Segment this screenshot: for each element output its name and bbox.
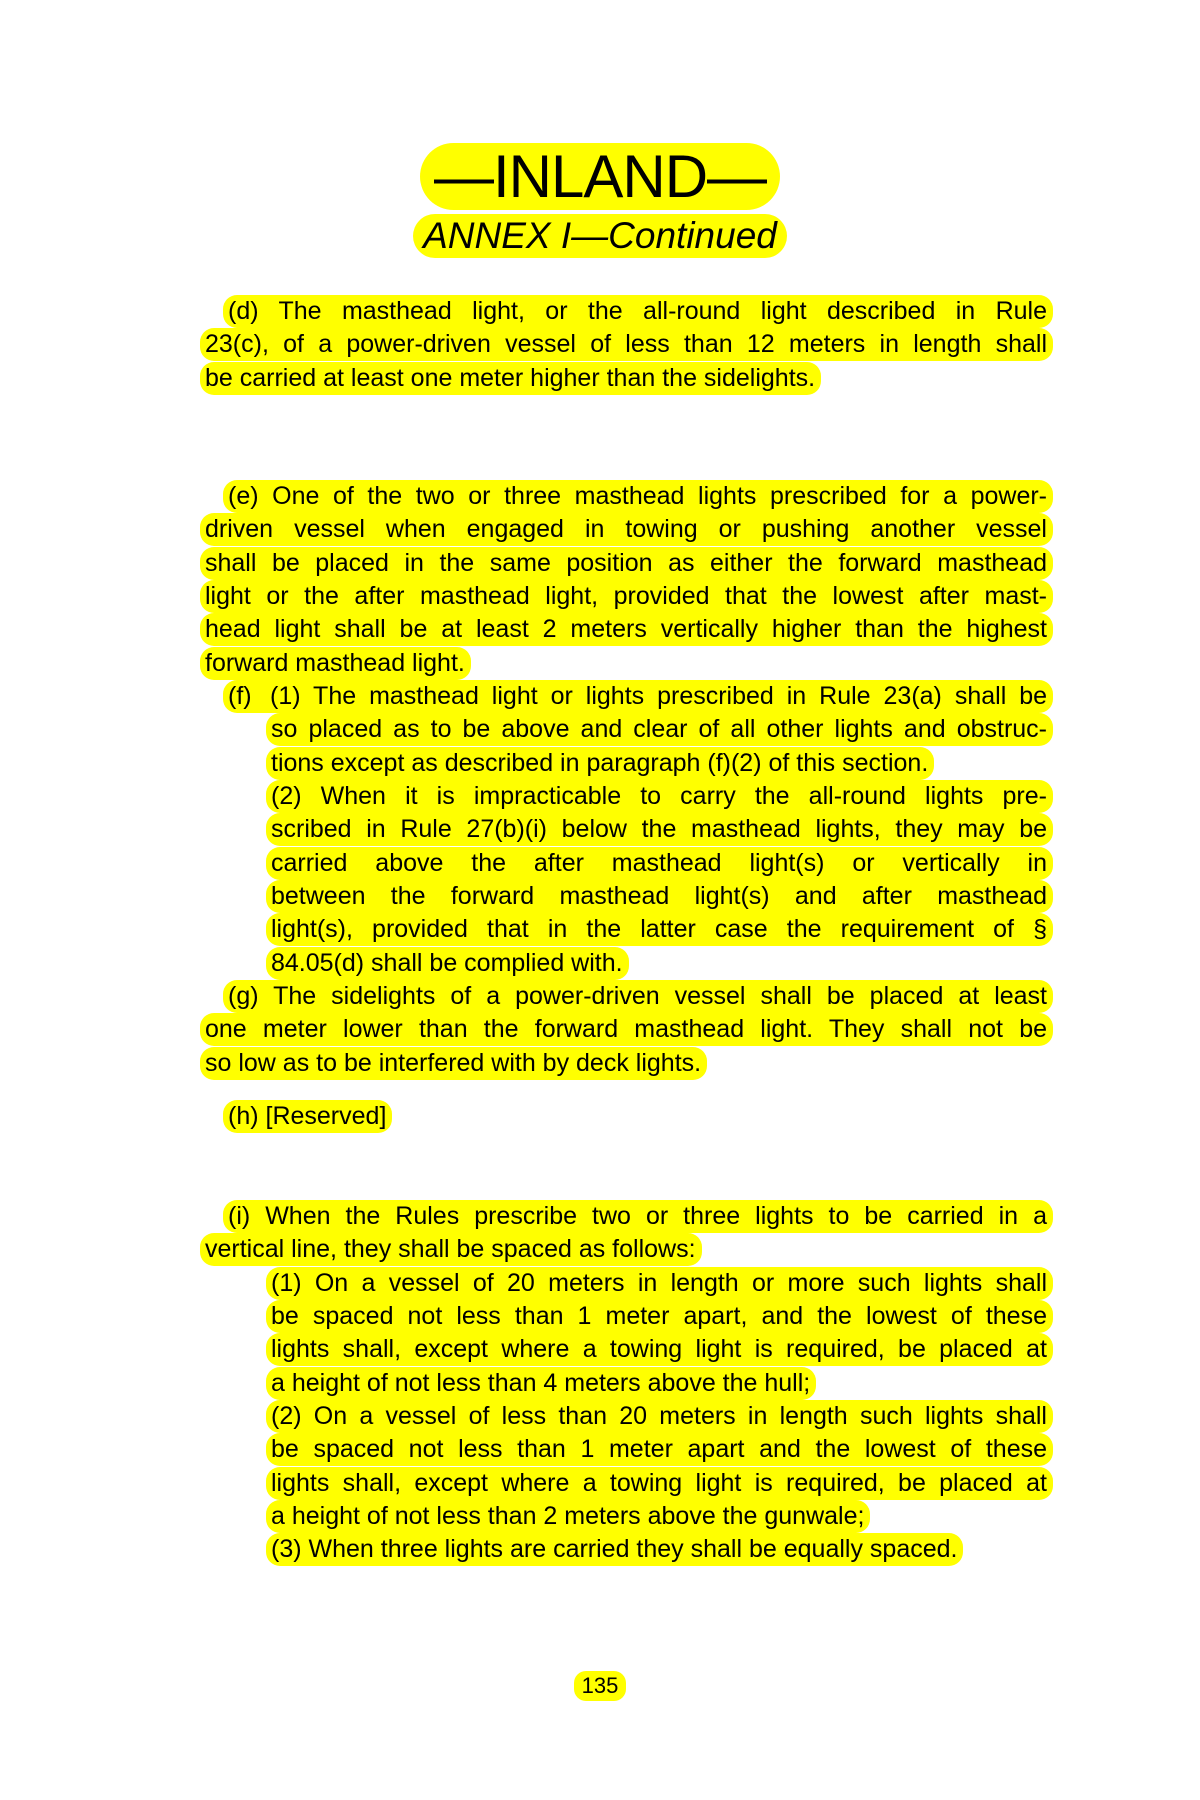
page-footer [0, 1671, 1200, 1701]
text-line: tions except as described in paragraph (f)(2) of this section. [266, 747, 934, 780]
page-subtitle [0, 214, 1200, 258]
paragraph-f [200, 680, 1053, 980]
text-line: lights shall, except where a towing light is required, be placed at [266, 1333, 1053, 1366]
text-line: (e) One of the two or three masthead lights prescribed for a power- [223, 480, 1053, 513]
subtitle-annex: ANNEX I—Continued [413, 214, 787, 258]
paragraph-i [200, 1200, 1053, 1567]
text-line: light(s), provided that in the latter case the requirement of § [266, 913, 1053, 946]
text-line: 23(c), of a power-driven vessel of less than 12 meters in length shall [200, 328, 1053, 361]
text-line: one meter lower than the forward masthead light. They shall not be [200, 1013, 1053, 1046]
text-line: between the forward masthead light(s) and after masthead [266, 880, 1053, 913]
paragraph-e [200, 480, 1053, 680]
text-line: (3) When three lights are carried they shall be equally spaced. [266, 1533, 963, 1566]
text-line: so placed as to be above and clear of all other lights and obstruc- [266, 713, 1053, 746]
text-line-content: (1) The masthead light or lights prescribed in Rule 23(a) shall be [270, 682, 1047, 710]
text-line: head light shall be at least 2 meters vertically higher than the highest [200, 613, 1053, 646]
page-number: 135 [574, 1671, 627, 1701]
paragraph-d [200, 295, 1053, 395]
text-line: (h) [Reserved] [223, 1100, 392, 1133]
title-inland: —INLAND— [420, 143, 780, 210]
text-line: (2) When it is impracticable to carry the all-round lights pre- [266, 780, 1053, 813]
page-title [0, 143, 1200, 210]
text-line: vertical line, they shall be spaced as follows: [200, 1233, 702, 1266]
paragraph-g [200, 980, 1053, 1080]
text-line: be carried at least one meter higher than the sidelights. [200, 362, 821, 395]
text-line: light or the after masthead light, provided that the lowest after mast- [200, 580, 1053, 613]
text-line: (2) On a vessel of less than 20 meters in length such lights shall [266, 1400, 1053, 1433]
text-line: 84.05(d) shall be complied with. [266, 947, 629, 980]
text-line: a height of not less than 2 meters above the gunwale; [266, 1500, 870, 1533]
text-line: (d) The masthead light, or the all-round light described in Rule [223, 295, 1053, 328]
text-line: shall be placed in the same position as either the forward masthead [200, 547, 1053, 580]
text-line [223, 680, 1053, 713]
text-line: a height of not less than 4 meters above the hull; [266, 1367, 816, 1400]
paragraph-label-f: (f) [228, 682, 252, 710]
text-line: scribed in Rule 27(b)(i) below the masthead lights, they may be [266, 813, 1053, 846]
text-line: (1) On a vessel of 20 meters in length or more such lights shall [266, 1267, 1053, 1300]
text-line: forward masthead light. [200, 647, 471, 680]
text-line: (i) When the Rules prescribe two or three lights to be carried in a [223, 1200, 1053, 1233]
text-line: so low as to be interfered with by deck lights. [200, 1047, 707, 1080]
text-line: carried above the after masthead light(s) or vertically in [266, 847, 1053, 880]
text-line: be spaced not less than 1 meter apart, and the lowest of these [266, 1300, 1053, 1333]
paragraph-h [200, 1100, 1053, 1133]
text-line: driven vessel when engaged in towing or pushing another vessel [200, 513, 1053, 546]
text-line: be spaced not less than 1 meter apart and the lowest of these [266, 1433, 1053, 1466]
text-line: lights shall, except where a towing light is required, be placed at [266, 1467, 1053, 1500]
text-line: (g) The sidelights of a power-driven vessel shall be placed at least [223, 980, 1053, 1013]
